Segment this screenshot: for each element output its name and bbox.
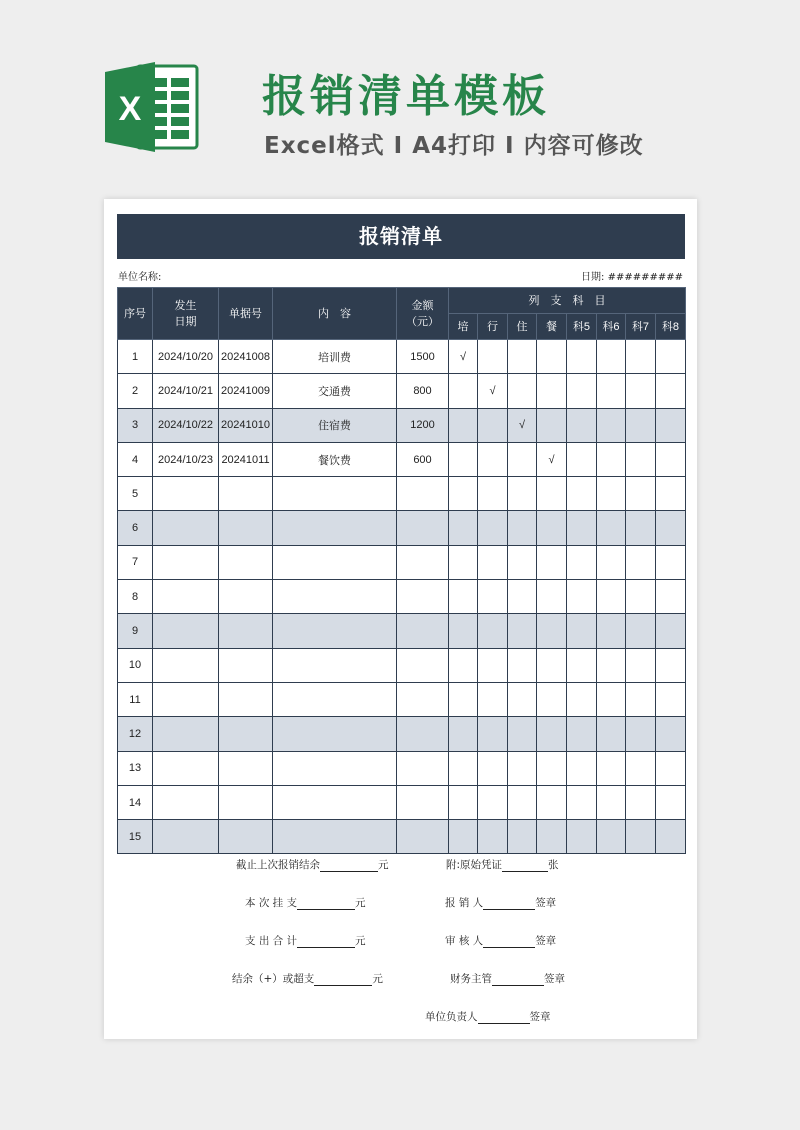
cell-subject-mark[interactable] [567,717,597,751]
cell-doc-no[interactable] [219,820,273,854]
cell-subject-mark[interactable] [656,442,686,476]
finance-manager-line[interactable] [492,974,544,986]
cell-seq[interactable]: 8 [118,580,153,614]
cell-subject-mark[interactable] [567,682,597,716]
cell-doc-no[interactable] [219,511,273,545]
cell-amount[interactable] [397,477,449,511]
cell-subject-mark[interactable] [656,511,686,545]
cell-seq[interactable]: 1 [118,340,153,374]
sheet-title: 报销清单 [117,214,685,259]
cell-subject-mark[interactable] [567,580,597,614]
cell-content[interactable] [273,545,397,579]
cell-content[interactable]: 住宿费 [273,408,397,442]
cell-subject-mark[interactable]: √ [508,408,537,442]
col-subject-group-header: 列 支 科 目 [449,288,686,314]
cell-subject-mark[interactable] [508,648,537,682]
cell-subject-mark[interactable] [597,682,626,716]
cell-seq[interactable]: 6 [118,511,153,545]
cell-subject-mark[interactable] [567,785,597,819]
table-row [118,374,686,408]
col-subject-header: 住 [508,314,537,340]
reporter-line[interactable] [483,898,535,910]
cell-subject-mark[interactable] [537,614,567,648]
cell-subject-mark[interactable] [597,717,626,751]
cell-subject-mark[interactable]: √ [449,340,478,374]
cell-seq[interactable]: 15 [118,820,153,854]
table-row [118,614,686,648]
cell-subject-mark[interactable] [449,820,478,854]
cell-amount[interactable] [397,682,449,716]
cell-seq[interactable]: 7 [118,545,153,579]
table-row [118,682,686,716]
cell-doc-no[interactable]: 20241008 [219,340,273,374]
cell-subject-mark[interactable] [567,340,597,374]
cell-amount[interactable] [397,820,449,854]
attachments-field: 附:原始凭证 张 [446,859,559,871]
cell-content[interactable] [273,682,397,716]
date-value: ######### [607,272,683,283]
col-subject-header: 科5 [567,314,597,340]
cell-subject-mark[interactable] [449,511,478,545]
table-row [118,648,686,682]
cell-subject-mark[interactable] [478,785,508,819]
cell-date[interactable] [153,717,219,751]
cell-subject-mark[interactable] [597,614,626,648]
cell-subject-mark[interactable] [626,717,656,751]
prev-balance-line[interactable] [320,860,378,872]
cell-date[interactable]: 2024/10/20 [153,340,219,374]
cell-subject-mark[interactable] [626,511,656,545]
cell-subject-mark[interactable] [449,580,478,614]
cell-subject-mark[interactable] [537,477,567,511]
cell-doc-no[interactable] [219,717,273,751]
cell-amount[interactable] [397,580,449,614]
cell-subject-mark[interactable] [508,374,537,408]
prev-balance-field: 截止上次报销结余 元 [236,859,389,871]
cell-subject-mark[interactable] [597,511,626,545]
cell-subject-mark[interactable] [537,511,567,545]
cell-subject-mark[interactable] [537,374,567,408]
cell-subject-mark[interactable] [597,545,626,579]
cell-subject-mark[interactable] [567,477,597,511]
svg-text:X: X [118,90,142,128]
cell-date[interactable]: 2024/10/23 [153,442,219,476]
col-amount-header: 金额 （元） [397,288,449,340]
cell-subject-mark[interactable] [478,648,508,682]
table-body [118,340,686,854]
table-row [118,477,686,511]
cell-subject-mark[interactable] [449,545,478,579]
cell-amount[interactable] [397,717,449,751]
cell-seq[interactable]: 10 [118,648,153,682]
cell-subject-mark[interactable] [656,717,686,751]
cell-content[interactable] [273,511,397,545]
cell-subject-mark[interactable] [508,545,537,579]
table-row [118,340,686,374]
cell-subject-mark[interactable] [656,374,686,408]
cell-subject-mark[interactable] [626,408,656,442]
cell-subject-mark[interactable] [537,408,567,442]
cell-doc-no[interactable] [219,682,273,716]
cell-subject-mark[interactable] [567,374,597,408]
cell-subject-mark[interactable] [537,545,567,579]
cell-subject-mark[interactable] [508,717,537,751]
cell-subject-mark[interactable] [656,751,686,785]
cell-seq[interactable]: 9 [118,614,153,648]
cell-subject-mark[interactable] [597,340,626,374]
cell-subject-mark[interactable] [537,751,567,785]
col-date-header: 发生 日期 [153,288,219,340]
page-subtitle: Excel格式 I A4打印 I 内容可修改 [264,133,644,159]
cell-content[interactable] [273,820,397,854]
cell-amount[interactable] [397,751,449,785]
cell-subject-mark[interactable] [597,751,626,785]
cell-doc-no[interactable] [219,785,273,819]
cell-subject-mark[interactable]: √ [478,374,508,408]
cell-date[interactable]: 2024/10/21 [153,374,219,408]
cell-subject-mark[interactable] [537,717,567,751]
cell-subject-mark[interactable] [626,477,656,511]
col-subject-header: 科6 [597,314,626,340]
cell-amount[interactable]: 1500 [397,340,449,374]
cell-content[interactable] [273,477,397,511]
cell-subject-mark[interactable] [567,751,597,785]
col-seq-header: 序号 [118,288,153,340]
cell-doc-no[interactable]: 20241009 [219,374,273,408]
cell-subject-mark[interactable] [478,545,508,579]
cell-subject-mark[interactable] [597,374,626,408]
cell-amount[interactable] [397,511,449,545]
cell-subject-mark[interactable] [478,408,508,442]
table-row [118,545,686,579]
cell-subject-mark[interactable] [567,511,597,545]
cell-subject-mark[interactable] [656,682,686,716]
cell-subject-mark[interactable] [567,545,597,579]
cell-amount[interactable] [397,648,449,682]
cell-content[interactable]: 交通费 [273,374,397,408]
cell-doc-no[interactable] [219,545,273,579]
cell-subject-mark[interactable] [626,340,656,374]
cell-subject-mark[interactable] [656,340,686,374]
cell-doc-no[interactable] [219,580,273,614]
cell-subject-mark[interactable] [626,580,656,614]
cell-date[interactable] [153,682,219,716]
cell-subject-mark[interactable] [478,511,508,545]
cell-content[interactable] [273,785,397,819]
cell-amount[interactable] [397,545,449,579]
cell-subject-mark[interactable] [478,477,508,511]
expense-table [117,287,686,854]
cell-subject-mark[interactable] [626,545,656,579]
attachments-line[interactable] [502,860,548,872]
cell-subject-mark[interactable] [508,614,537,648]
table-row [118,785,686,819]
col-subject-header: 餐 [537,314,567,340]
current-advance-line[interactable] [297,898,355,910]
cell-date[interactable] [153,614,219,648]
document-paper [104,199,697,1039]
cell-content[interactable] [273,614,397,648]
cell-subject-mark[interactable] [656,785,686,819]
cell-date[interactable] [153,545,219,579]
cell-subject-mark[interactable] [508,442,537,476]
col-content-header: 内 容 [273,288,397,340]
cell-amount[interactable] [397,614,449,648]
col-subject-header: 科8 [656,314,686,340]
cell-seq[interactable]: 12 [118,717,153,751]
cell-doc-no[interactable]: 20241011 [219,442,273,476]
cell-subject-mark[interactable] [449,648,478,682]
cell-subject-mark[interactable] [478,340,508,374]
cell-subject-mark[interactable] [508,340,537,374]
col-subject-header: 科7 [626,314,656,340]
cell-content[interactable] [273,717,397,751]
cell-subject-mark[interactable] [537,648,567,682]
cell-subject-mark[interactable] [449,374,478,408]
total-spent-line[interactable] [297,936,355,948]
cell-date[interactable] [153,751,219,785]
cell-subject-mark[interactable] [508,785,537,819]
cell-subject-mark[interactable] [478,614,508,648]
finance-manager-field: 财务主管 签章 [450,973,565,985]
cell-subject-mark[interactable] [626,820,656,854]
unit-name-label: 单位名称: [118,272,162,283]
cell-subject-mark[interactable] [449,408,478,442]
cell-subject-mark[interactable] [537,682,567,716]
cell-subject-mark[interactable] [449,751,478,785]
unit-leader-line[interactable] [478,1012,530,1024]
cell-subject-mark[interactable] [508,682,537,716]
cell-subject-mark[interactable] [567,820,597,854]
reviewer-field: 审 核 人 签章 [445,935,557,947]
cell-date[interactable] [153,648,219,682]
reviewer-line[interactable] [483,936,535,948]
cell-subject-mark[interactable] [626,442,656,476]
cell-subject-mark[interactable] [449,785,478,819]
cell-doc-no[interactable] [219,614,273,648]
cell-subject-mark[interactable] [567,648,597,682]
cell-subject-mark[interactable] [449,614,478,648]
table-row [118,442,686,476]
cell-subject-mark[interactable] [449,682,478,716]
cell-subject-mark[interactable] [656,820,686,854]
cell-subject-mark[interactable] [508,580,537,614]
cell-subject-mark[interactable] [656,408,686,442]
unit-leader-field: 单位负责人 签章 [425,1011,551,1023]
cell-subject-mark[interactable] [537,785,567,819]
cell-seq[interactable]: 5 [118,477,153,511]
balance-field: 结余（+）或超支 元 [232,973,383,985]
date-label: 日期: [581,272,605,283]
cell-subject-mark[interactable] [508,477,537,511]
table-row [118,580,686,614]
cell-subject-mark[interactable] [597,408,626,442]
cell-subject-mark[interactable] [537,340,567,374]
cell-amount[interactable]: 600 [397,442,449,476]
table-row [118,408,686,442]
cell-subject-mark[interactable] [656,580,686,614]
cell-amount[interactable] [397,785,449,819]
balance-line[interactable] [314,974,372,986]
cell-date[interactable]: 2024/10/22 [153,408,219,442]
page-title: 报销清单模板 [262,71,550,122]
cell-seq[interactable]: 11 [118,682,153,716]
cell-seq[interactable]: 14 [118,785,153,819]
cell-subject-mark[interactable]: √ [537,442,567,476]
cell-subject-mark[interactable] [597,648,626,682]
cell-seq[interactable]: 13 [118,751,153,785]
table-row [118,511,686,545]
cell-content[interactable] [273,648,397,682]
cell-subject-mark[interactable] [478,442,508,476]
cell-seq[interactable]: 2 [118,374,153,408]
cell-date[interactable] [153,477,219,511]
cell-subject-mark[interactable] [626,785,656,819]
cell-date[interactable] [153,511,219,545]
cell-subject-mark[interactable] [567,408,597,442]
cell-subject-mark[interactable] [656,477,686,511]
cell-subject-mark[interactable] [597,442,626,476]
col-subject-header: 行 [478,314,508,340]
cell-subject-mark[interactable] [626,648,656,682]
cell-subject-mark[interactable] [567,442,597,476]
cell-content[interactable]: 培训费 [273,340,397,374]
cell-subject-mark[interactable] [478,717,508,751]
cell-subject-mark[interactable] [626,614,656,648]
table-row [118,751,686,785]
cell-content[interactable] [273,751,397,785]
cell-subject-mark[interactable] [626,682,656,716]
cell-subject-mark[interactable] [478,580,508,614]
cell-subject-mark[interactable] [537,580,567,614]
cell-subject-mark[interactable] [478,682,508,716]
cell-doc-no[interactable]: 20241010 [219,408,273,442]
cell-amount[interactable]: 800 [397,374,449,408]
table-row [118,820,686,854]
cell-content[interactable]: 餐饮费 [273,442,397,476]
cell-subject-mark[interactable] [656,545,686,579]
cell-subject-mark[interactable] [478,820,508,854]
cell-subject-mark[interactable] [508,820,537,854]
cell-doc-no[interactable] [219,477,273,511]
cell-doc-no[interactable] [219,648,273,682]
cell-subject-mark[interactable] [656,614,686,648]
cell-subject-mark[interactable] [567,614,597,648]
cell-date[interactable] [153,785,219,819]
cell-date[interactable] [153,580,219,614]
cell-subject-mark[interactable] [537,820,567,854]
reporter-field: 报 销 人 签章 [445,897,557,909]
cell-date[interactable] [153,820,219,854]
cell-subject-mark[interactable] [508,751,537,785]
cell-subject-mark[interactable] [508,511,537,545]
cell-subject-mark[interactable] [597,785,626,819]
cell-subject-mark[interactable] [656,648,686,682]
cell-seq[interactable]: 3 [118,408,153,442]
col-doc-header: 单据号 [219,288,273,340]
excel-logo-icon [103,58,201,156]
cell-subject-mark[interactable] [597,580,626,614]
cell-subject-mark[interactable] [597,477,626,511]
cell-doc-no[interactable] [219,751,273,785]
total-spent-field: 支 出 合 计 元 [245,935,366,947]
cell-subject-mark[interactable] [626,374,656,408]
cell-content[interactable] [273,580,397,614]
cell-subject-mark[interactable] [449,442,478,476]
cell-subject-mark[interactable] [597,820,626,854]
cell-subject-mark[interactable] [478,751,508,785]
cell-subject-mark[interactable] [449,477,478,511]
cell-subject-mark[interactable] [449,717,478,751]
cell-subject-mark[interactable] [626,751,656,785]
table-row [118,717,686,751]
col-subject-header: 培 [449,314,478,340]
cell-amount[interactable]: 1200 [397,408,449,442]
cell-seq[interactable]: 4 [118,442,153,476]
date-field [581,268,683,283]
current-advance-field: 本 次 挂 支 元 [245,897,366,909]
